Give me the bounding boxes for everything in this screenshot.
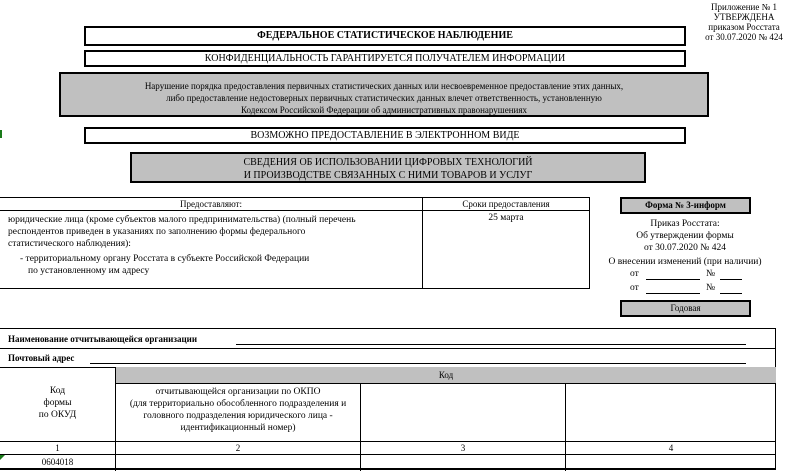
appendix-line4: от 30.07.2020 № 424	[705, 32, 783, 42]
table-divider	[422, 197, 423, 289]
order-label: Приказ Росстата:	[650, 219, 720, 229]
approval-date: от 30.07.2020 № 424	[644, 243, 726, 253]
changes-row-1	[630, 268, 750, 280]
provide-line1: юридические лица (кроме субъектов малого предпринимательства) (полный перечень	[8, 215, 356, 225]
from-label-2: от	[630, 283, 639, 293]
provide-bullet1: - территориальному органу Росстата в субъекте Российской Федерации	[20, 254, 310, 264]
okpo-caption-1: отчитывающейся организации по ОКПО	[155, 387, 321, 397]
okud-caption-3: по ОКУД	[38, 410, 77, 420]
form-approval-block	[600, 218, 770, 268]
okud-caption	[0, 385, 115, 421]
org-separator	[0, 348, 776, 349]
okpo-value-cell[interactable]	[116, 455, 360, 468]
provide-line2: респондентов приведен в указаниях по заполнению формы федерального	[8, 227, 306, 237]
okud-caption-2: формы	[43, 398, 72, 408]
no-label-2: №	[706, 283, 716, 293]
table-bottom-line	[0, 288, 590, 289]
violation-notice	[59, 72, 709, 117]
provide-text	[8, 214, 418, 277]
edge-marker	[0, 130, 2, 138]
okpo-caption	[116, 386, 360, 434]
data-row-bottom	[0, 468, 776, 469]
deadline-value: 25 марта	[488, 213, 524, 223]
no-label: №	[706, 269, 716, 279]
cell-corner-marker	[0, 455, 5, 460]
table-header-line	[0, 210, 590, 211]
col-num-4: 4	[668, 443, 674, 453]
okud-value: 0604018	[41, 457, 74, 467]
code-header: Код	[115, 367, 776, 384]
provide-bullet2: по установленному им адресу	[28, 266, 150, 276]
form-title-line1: СВЕДЕНИЯ ОБ ИСПОЛЬЗОВАНИИ ЦИФРОВЫХ ТЕХНОЛОГИЙ	[243, 157, 533, 168]
periodicity-badge: Годовая	[620, 300, 751, 317]
form-title	[130, 152, 646, 183]
col4-value-cell[interactable]	[566, 455, 776, 468]
okpo-caption-4: идентификационный номер)	[180, 423, 296, 433]
org-name-line[interactable]	[236, 344, 746, 345]
deadline-header: Сроки предоставления	[462, 199, 550, 209]
okpo-caption-3: головного подразделения юридического лица -	[143, 411, 333, 421]
changes-label: О внесении изменений (при наличии)	[608, 257, 762, 267]
address-label: Почтовый адрес	[8, 353, 75, 363]
col-num-3: 3	[460, 443, 466, 453]
okud-caption-1: Код	[49, 386, 66, 396]
violation-line3: Кодексом Российской Федерации об административных правонарушениях	[241, 105, 527, 115]
electronic-banner: ВОЗМОЖНО ПРЕДОСТАВЛЕНИЕ В ЭЛЕКТРОННОМ ВИДЕ	[84, 127, 686, 144]
confidentiality-banner: КОНФИДЕНЦИАЛЬНОСТЬ ГАРАНТИРУЕТСЯ ПОЛУЧАТЕЛЕМ ИНФОРМАЦИИ	[84, 50, 686, 67]
form-title-line2: И ПРОИЗВОДСТВЕ СВЯЗАННЫХ С НИМИ ТОВАРОВ И УСЛУГ	[243, 170, 533, 181]
approval-label: Об утверждении формы	[636, 231, 734, 241]
from-label: от	[630, 269, 639, 279]
table-right-border	[589, 197, 590, 289]
appendix-line3: приказом Росстата	[708, 22, 780, 32]
violation-line2: либо предоставление недостоверных первичных статистических данных влечет ответственность, установленную	[166, 93, 602, 103]
form-number: Форма № 3-информ	[620, 197, 751, 214]
col3-value-cell[interactable]	[361, 455, 565, 468]
federal-observation-banner: ФЕДЕРАЛЬНОЕ СТАТИСТИЧЕСКОЕ НАБЛЮДЕНИЕ	[84, 26, 686, 46]
changes-row-2	[630, 282, 750, 294]
appendix-block	[689, 2, 799, 42]
okpo-caption-2: (для территориально обособленного подразделения и	[129, 399, 347, 409]
provide-line3: статистического наблюдения):	[8, 239, 131, 249]
col-num-1: 1	[55, 443, 60, 453]
appendix-line1: Приложение № 1	[711, 2, 777, 12]
org-name-label: Наименование отчитывающейся организации	[8, 334, 198, 344]
col-num-2: 2	[235, 443, 241, 453]
provide-header: Предоставляют:	[179, 199, 242, 209]
violation-line1: Нарушение порядка предоставления первичных статистических данных или несвоевременное предоставление этих данных,	[144, 81, 624, 91]
address-line[interactable]	[90, 363, 746, 364]
appendix-line2: УТВЕРЖДЕНА	[713, 12, 775, 22]
